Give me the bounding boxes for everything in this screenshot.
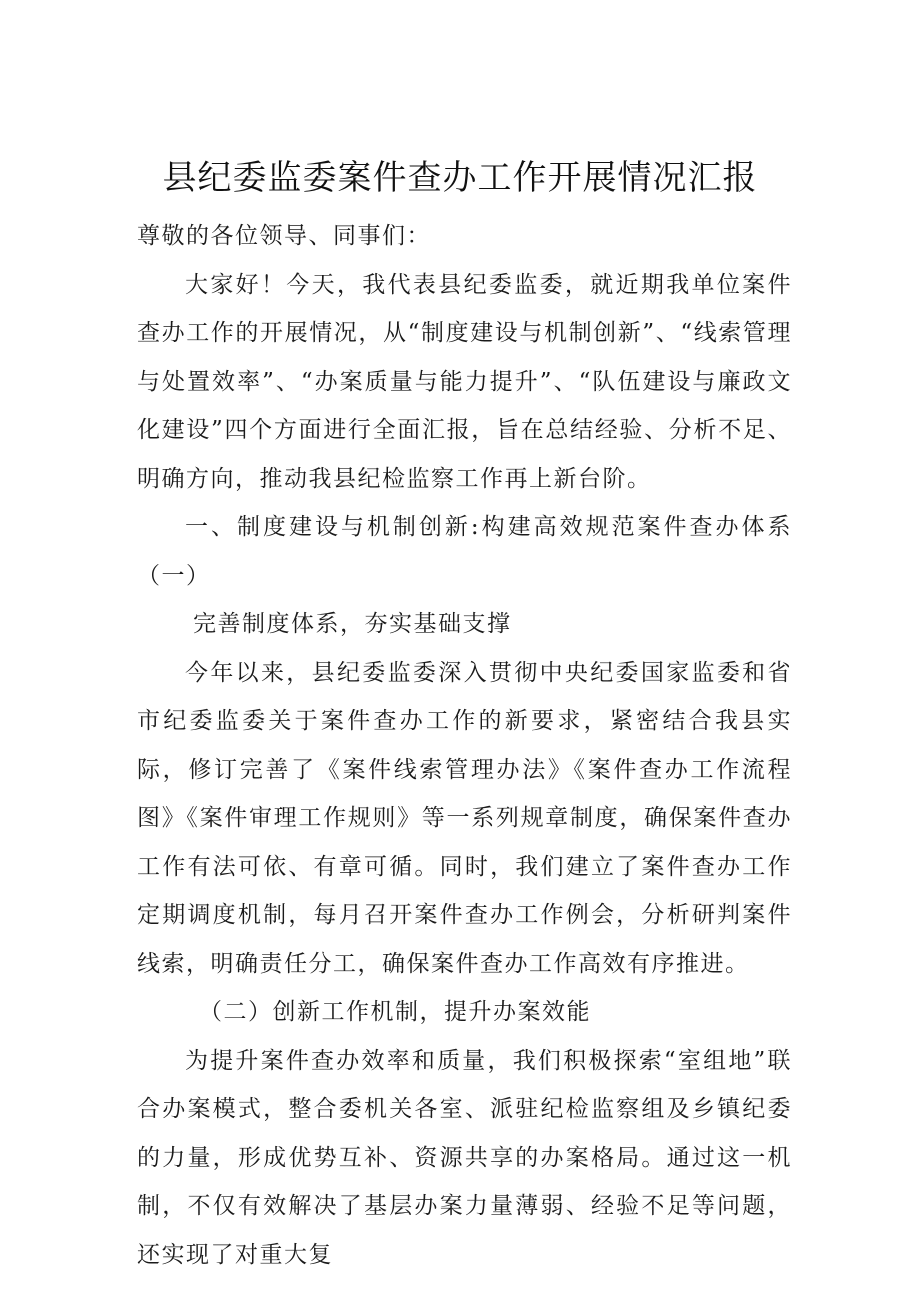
- body-paragraph-two: 为提升案件查办效率和质量，我们积极探索“室组地”联合办案模式，整合委机关各室、派驻纪检监察组及乡镇纪委的力量，形成优势互补、资源共享的办案格局。通过这一机制，不仅有效解决了基层办案力量薄弱、经验不足等问题，还实现了对重大复: [137, 1047, 792, 1268]
- body-paragraph-one: 今年以来，县纪委监委深入贯彻中央纪委国家监委和省市纪委监委关于案件查办工作的新要求，紧密结合我县实际，修订完善了《案件线索管理办法》《案件查办工作流程图》《案件审理工作规则》等一系列规章制度，确保案件查办工作有法可依、有章可循。同时，我们建立了案件查办工作定期调度机制，每月召开案件查办工作例会，分析研判案件线索，明确责任分工，确保案件查办工作高效有序推进。: [137, 659, 792, 977]
- intro-paragraph: 大家好！今天，我代表县纪委监委，就近期我单位案件查办工作的开展情况，从“制度建设与机制创新”、“线索管理与处置效率”、“办案质量与能力提升”、“队伍建设与廉政文化建设”四个方面进行全面汇报，旨在总结经验、分析不足、明确方向，推动我县纪检监察工作再上新台阶。: [137, 271, 792, 492]
- document-title: 县纪委监委案件查办工作开展情况汇报: [162, 158, 758, 198]
- subsection-heading-two: （二）创新工作机制，提升办案效能: [199, 999, 591, 1025]
- subsection-heading-one: 完善制度体系，夯实基础支撑: [193, 611, 512, 637]
- salutation: 尊敬的各位领导、同事们：: [137, 223, 431, 249]
- section-heading-one: 一、制度建设与机制创新:构建高效规范案件查办体系（一）: [137, 514, 792, 589]
- document-body: [137, 212, 792, 1279]
